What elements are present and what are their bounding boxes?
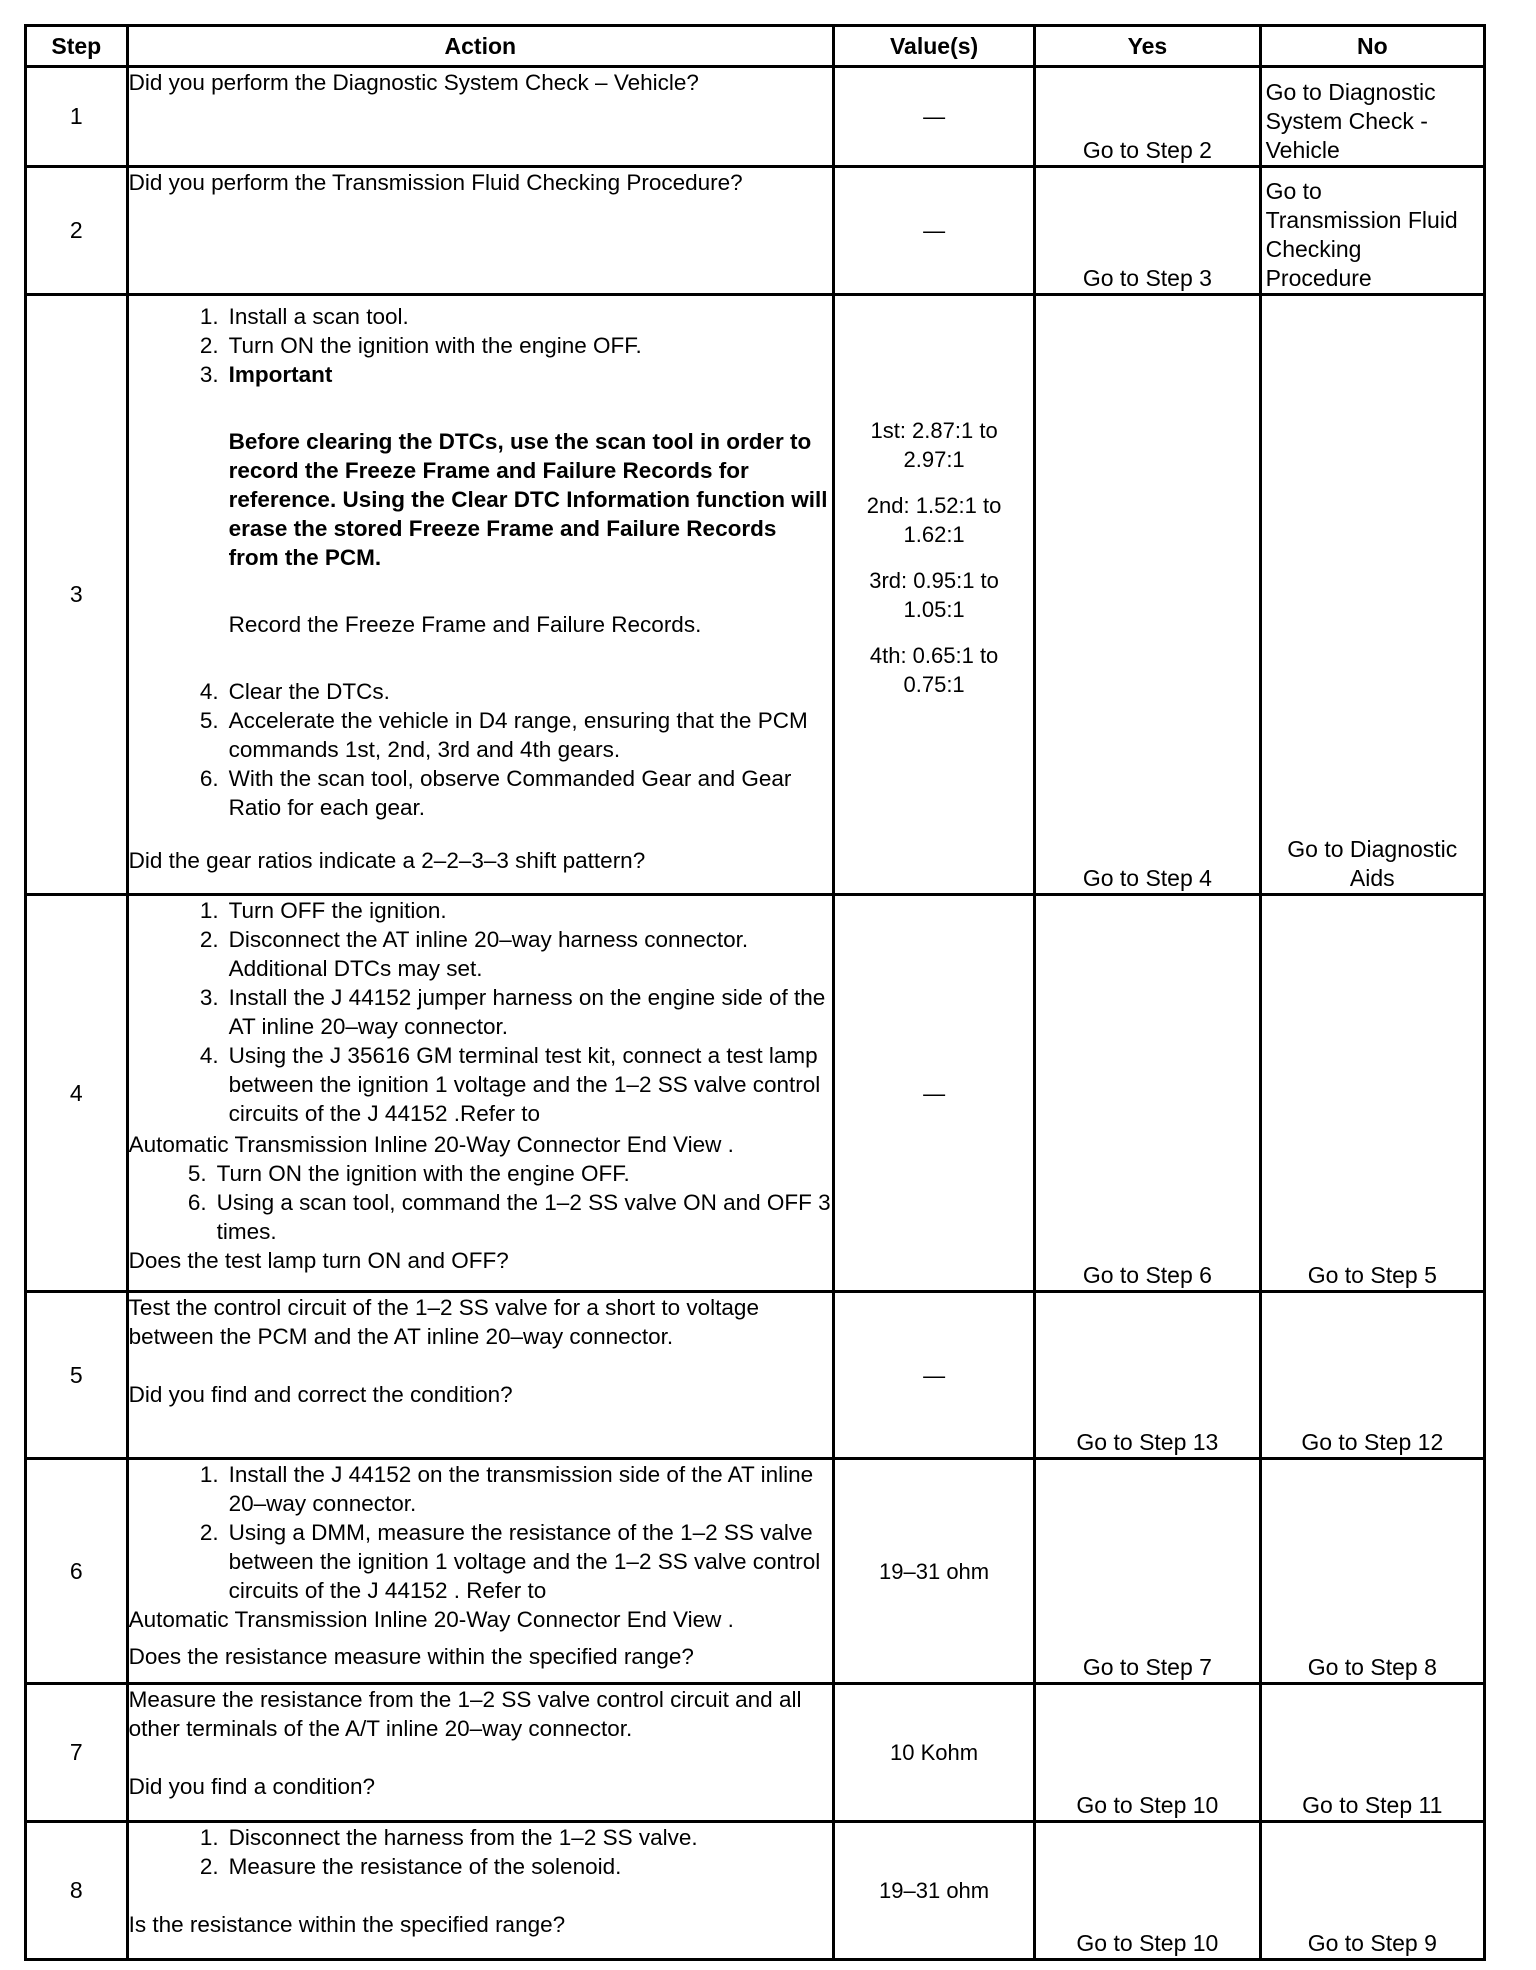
action-cell (127, 67, 833, 167)
list-text: Install the J 44152 jumper harness on the engine side of the AT inline 20–way connector. (228, 985, 826, 1039)
gear-ratio (835, 491, 1033, 549)
yes-cell: Go to Step 6 (1035, 895, 1260, 1292)
list-text: Using a DMM, measure the resistance of the 1–2 SS valve between the ignition 1 voltage and the 1–2 SS valve control circuits of the J 44152 . Refer to (228, 1520, 821, 1603)
header-row (26, 26, 1485, 67)
action-text: Did you perform the Diagnostic System Check – Vehicle? (128, 70, 699, 95)
list-text: Install the J 44152 on the transmission side of the AT inline 20–way connector. (228, 1462, 814, 1516)
value-cell: 19–31 ohm (833, 1459, 1034, 1684)
list-item (129, 1460, 832, 1518)
list-text: Turn ON the ignition with the engine OFF. (228, 333, 642, 358)
yes-cell: Go to Step 13 (1035, 1292, 1260, 1459)
gear-ratio-line: 2.97:1 (903, 447, 965, 472)
gear-ratio (835, 641, 1033, 699)
action-cell (127, 1822, 833, 1960)
action-cell (127, 167, 833, 295)
list-number: 2. (199, 1854, 219, 1879)
question-text: Did you find a condition? (128, 1774, 376, 1799)
no-line: Go to (1265, 178, 1322, 204)
no-line: Aids (1349, 865, 1395, 891)
no-line: Transmission Fluid (1265, 207, 1458, 233)
no-cell: Go to Step 12 (1260, 1292, 1484, 1459)
reference-link[interactable]: Automatic Transmission Inline 20-Way Connector End View . (128, 1132, 734, 1157)
list-number: 4. (199, 679, 219, 704)
list-number: 6. (199, 766, 219, 791)
list-item (129, 1518, 832, 1605)
header-no: No (1260, 26, 1484, 67)
list-item (129, 677, 832, 706)
action-cell (127, 1684, 833, 1822)
action-list (129, 1159, 832, 1246)
yes-cell: Go to Step 10 (1035, 1822, 1260, 1960)
important-note: Before clearing the DTCs, use the scan tool in order to record the Freeze Frame and Failure Records for reference. Using the Clear DTC Information function will erase the stored Freeze Frame and Failure Records from the PCM. (228, 429, 828, 570)
list-item (129, 983, 832, 1041)
no-line: Vehicle (1265, 137, 1340, 163)
yes-cell: Go to Step 4 (1035, 295, 1260, 895)
gear-ratio-line: 1.62:1 (903, 522, 965, 547)
list-text: Install a scan tool. (228, 304, 409, 329)
list-item (129, 331, 832, 360)
table-row (26, 1684, 1485, 1822)
list-number: 1. (199, 898, 219, 923)
action-list (129, 1823, 832, 1881)
list-item (129, 706, 832, 764)
step-number: 6 (26, 1459, 128, 1684)
table-row (26, 1459, 1485, 1684)
no-cell: Go to Step 8 (1260, 1459, 1484, 1684)
header-yes: Yes (1035, 26, 1260, 67)
table-row (26, 295, 1485, 895)
no-cell (1260, 167, 1484, 295)
no-line: Go to Diagnostic (1265, 79, 1436, 105)
gear-ratio-line: 1st: 2.87:1 to (870, 418, 998, 443)
action-list (129, 296, 832, 389)
gear-ratio-line: 4th: 0.65:1 to (869, 643, 999, 668)
value-cell: — (833, 895, 1034, 1292)
no-cell: Go to Step 5 (1260, 895, 1484, 1292)
gear-ratio (835, 566, 1033, 624)
record-note: Record the Freeze Frame and Failure Records. (228, 612, 702, 637)
yes-cell: Go to Step 7 (1035, 1459, 1260, 1684)
question-text: Did the gear ratios indicate a 2–2–3–3 shift pattern? (128, 848, 646, 873)
list-text: Disconnect the AT inline 20–way harness connector. Additional DTCs may set. (228, 927, 749, 981)
step-number: 7 (26, 1684, 128, 1822)
action-text: Test the control circuit of the 1–2 SS valve for a short to voltage between the PCM and the AT inline 20–way connector. (128, 1295, 759, 1349)
list-number: 4. (199, 1043, 219, 1068)
question-text: Does the test lamp turn ON and OFF? (128, 1248, 509, 1273)
list-number: 1. (199, 1462, 219, 1487)
step-number: 4 (26, 895, 128, 1292)
list-text: Clear the DTCs. (228, 679, 390, 704)
list-item (129, 1159, 832, 1188)
list-item (129, 302, 832, 331)
yes-cell: Go to Step 3 (1035, 167, 1260, 295)
list-number: 2. (199, 927, 219, 952)
question-text: Did you find and correct the condition? (128, 1382, 513, 1407)
list-item (129, 896, 832, 925)
no-cell (1260, 67, 1484, 167)
value-cell: — (833, 67, 1034, 167)
gear-ratio-line: 0.75:1 (903, 672, 965, 697)
no-line: Go to Diagnostic (1287, 836, 1458, 862)
list-item (129, 764, 832, 822)
step-number: 8 (26, 1822, 128, 1960)
no-cell (1260, 295, 1484, 895)
action-cell (127, 1459, 833, 1684)
important-label: Important (228, 362, 333, 387)
list-text: Measure the resistance of the solenoid. (228, 1854, 622, 1879)
value-cell: — (833, 1292, 1034, 1459)
table-row (26, 167, 1485, 295)
action-cell (127, 295, 833, 895)
list-number: 5. (187, 1161, 207, 1186)
gear-ratio-line: 3rd: 0.95:1 to (869, 568, 999, 593)
action-text: Measure the resistance from the 1–2 SS valve control circuit and all other terminals of the A/T inline 20–way connector. (128, 1687, 802, 1741)
list-item (129, 360, 832, 389)
list-text: Using a scan tool, command the 1–2 SS valve ON and OFF 3 times. (216, 1190, 831, 1244)
action-list (129, 1460, 832, 1605)
gear-ratio-line: 2nd: 1.52:1 to (866, 493, 1002, 518)
step-number: 3 (26, 295, 128, 895)
gear-ratio-line: 1.05:1 (903, 597, 965, 622)
action-cell (127, 1292, 833, 1459)
action-list (129, 677, 832, 822)
list-text: Disconnect the harness from the 1–2 SS valve. (228, 1825, 698, 1850)
value-cell (833, 295, 1034, 895)
yes-cell: Go to Step 2 (1035, 67, 1260, 167)
header-values: Value(s) (833, 26, 1034, 67)
no-line: Checking (1265, 236, 1362, 262)
table-row (26, 1292, 1485, 1459)
value-cell: 10 Kohm (833, 1684, 1034, 1822)
list-text: Turn ON the ignition with the engine OFF. (216, 1161, 630, 1186)
list-text: With the scan tool, observe Commanded Gear and Gear Ratio for each gear. (228, 766, 792, 820)
list-item (129, 1041, 832, 1128)
no-line: Procedure (1265, 265, 1372, 291)
list-item (129, 1852, 832, 1881)
list-number: 5. (199, 708, 219, 733)
list-item (129, 1823, 832, 1852)
diagnostic-table (24, 24, 1486, 1961)
value-cell: — (833, 167, 1034, 295)
list-item (129, 925, 832, 983)
list-number: 2. (199, 333, 219, 358)
no-line: System Check - (1265, 108, 1428, 134)
list-number: 1. (199, 304, 219, 329)
table-row (26, 67, 1485, 167)
step-number: 2 (26, 167, 128, 295)
reference-link[interactable]: Automatic Transmission Inline 20-Way Connector End View . (128, 1607, 734, 1632)
list-text: Turn OFF the ignition. (228, 898, 447, 923)
step-number: 1 (26, 67, 128, 167)
list-item (129, 1188, 832, 1246)
question-text: Does the resistance measure within the specified range? (128, 1644, 694, 1669)
step-number: 5 (26, 1292, 128, 1459)
list-text: Using the J 35616 GM terminal test kit, connect a test lamp between the ignition 1 voltage and the 1–2 SS valve control circuits of the J 44152 .Refer to (228, 1043, 821, 1126)
list-text: Accelerate the vehicle in D4 range, ensuring that the PCM commands 1st, 2nd, 3rd and 4th gears. (228, 708, 808, 762)
list-number: 1. (199, 1825, 219, 1850)
header-step: Step (26, 26, 128, 67)
action-cell (127, 895, 833, 1292)
no-cell: Go to Step 9 (1260, 1822, 1484, 1960)
table-row (26, 1822, 1485, 1960)
action-text: Did you perform the Transmission Fluid Checking Procedure? (128, 170, 743, 195)
list-number: 3. (199, 985, 219, 1010)
list-number: 2. (199, 1520, 219, 1545)
value-cell: 19–31 ohm (833, 1822, 1034, 1960)
list-number: 3. (199, 362, 219, 387)
table-row (26, 895, 1485, 1292)
action-list (129, 896, 832, 1128)
yes-cell: Go to Step 10 (1035, 1684, 1260, 1822)
list-number: 6. (187, 1190, 207, 1215)
no-cell: Go to Step 11 (1260, 1684, 1484, 1822)
question-text: Is the resistance within the specified range? (128, 1912, 566, 1937)
header-action: Action (127, 26, 833, 67)
gear-ratio (835, 416, 1033, 474)
